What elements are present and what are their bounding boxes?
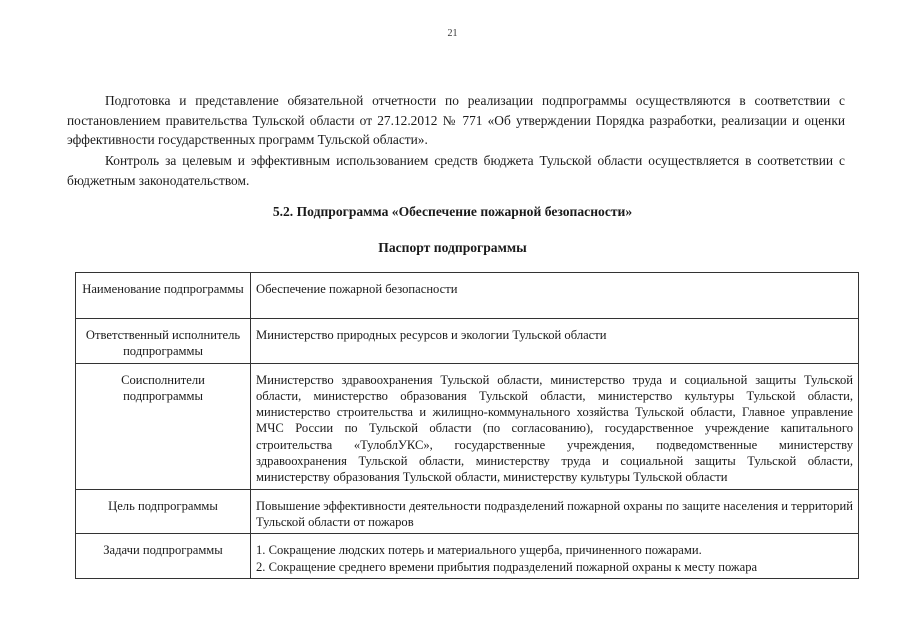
table-row xyxy=(76,319,859,364)
row-value-goal: Повышение эффективности деятельности подразделений пожарной охраны по защите населения и территорий Тульской области от пожаров xyxy=(251,489,859,534)
passport-title: Паспорт подпрограммы xyxy=(378,240,527,255)
row-value-coexecutors: Министерство здравоохранения Тульской области, министерство труда и социальной защиты Тульской области, министерство образования Тульской области, министерство культуры Тульской области, министерство строительства и жилищно-коммунального хозяйства Тульской области, Главное управление МЧС России по Тульской области (по согласованию), государственное учреждение капитального строительства «ТулоблУКС», государственные учреждения, подведомственные министерству здравоохранения Тульской области, министерству труда и социальной защиты Тульской области, министерству образования Тульской области, министерству культуры Тульской области xyxy=(251,363,859,489)
row-label-goal: Цель подпрограммы xyxy=(76,489,251,534)
row-label-responsible: Ответственный исполнитель подпрограммы xyxy=(76,319,251,364)
table-row xyxy=(76,363,859,489)
paragraph-reporting: Подготовка и представление обязательной отчетности по реализации подпрограммы осуществляются в соответствии с постановлением правительства Тульской области от 27.12.2012 № 771 «Об утверждении Порядка разработки, реализации и оценки эффективности государственных программ Тульской области». xyxy=(67,93,845,147)
row-label-name: Наименование подпрограммы xyxy=(76,273,251,319)
row-label-coexecutors: Соисполнители подпрограммы xyxy=(76,363,251,489)
row-value-name: Обеспечение пожарной безопасности xyxy=(251,273,859,319)
row-value-tasks xyxy=(251,534,859,579)
table-row xyxy=(76,273,859,319)
row-label-tasks: Задачи подпрограммы xyxy=(76,534,251,579)
row-value-responsible: Министерство природных ресурсов и экологии Тульской области xyxy=(251,319,859,364)
passport-table xyxy=(75,272,859,579)
page-number: 21 xyxy=(447,28,458,39)
table-row xyxy=(76,534,859,579)
task-item: 2. Сокращение среднего времени прибытия подразделений пожарной охраны к месту пожара xyxy=(256,559,758,574)
section-title: 5.2. Подпрограмма «Обеспечение пожарной безопасности» xyxy=(272,204,633,219)
task-item: 1. Сокращение людских потерь и материального ущерба, причиненного пожарами. xyxy=(256,543,702,558)
table-row xyxy=(76,489,859,534)
paragraph-control: Контроль за целевым и эффективным использованием средств бюджета Тульской области осуществляется в соответствии с бюджетным законодательством. xyxy=(67,153,845,188)
